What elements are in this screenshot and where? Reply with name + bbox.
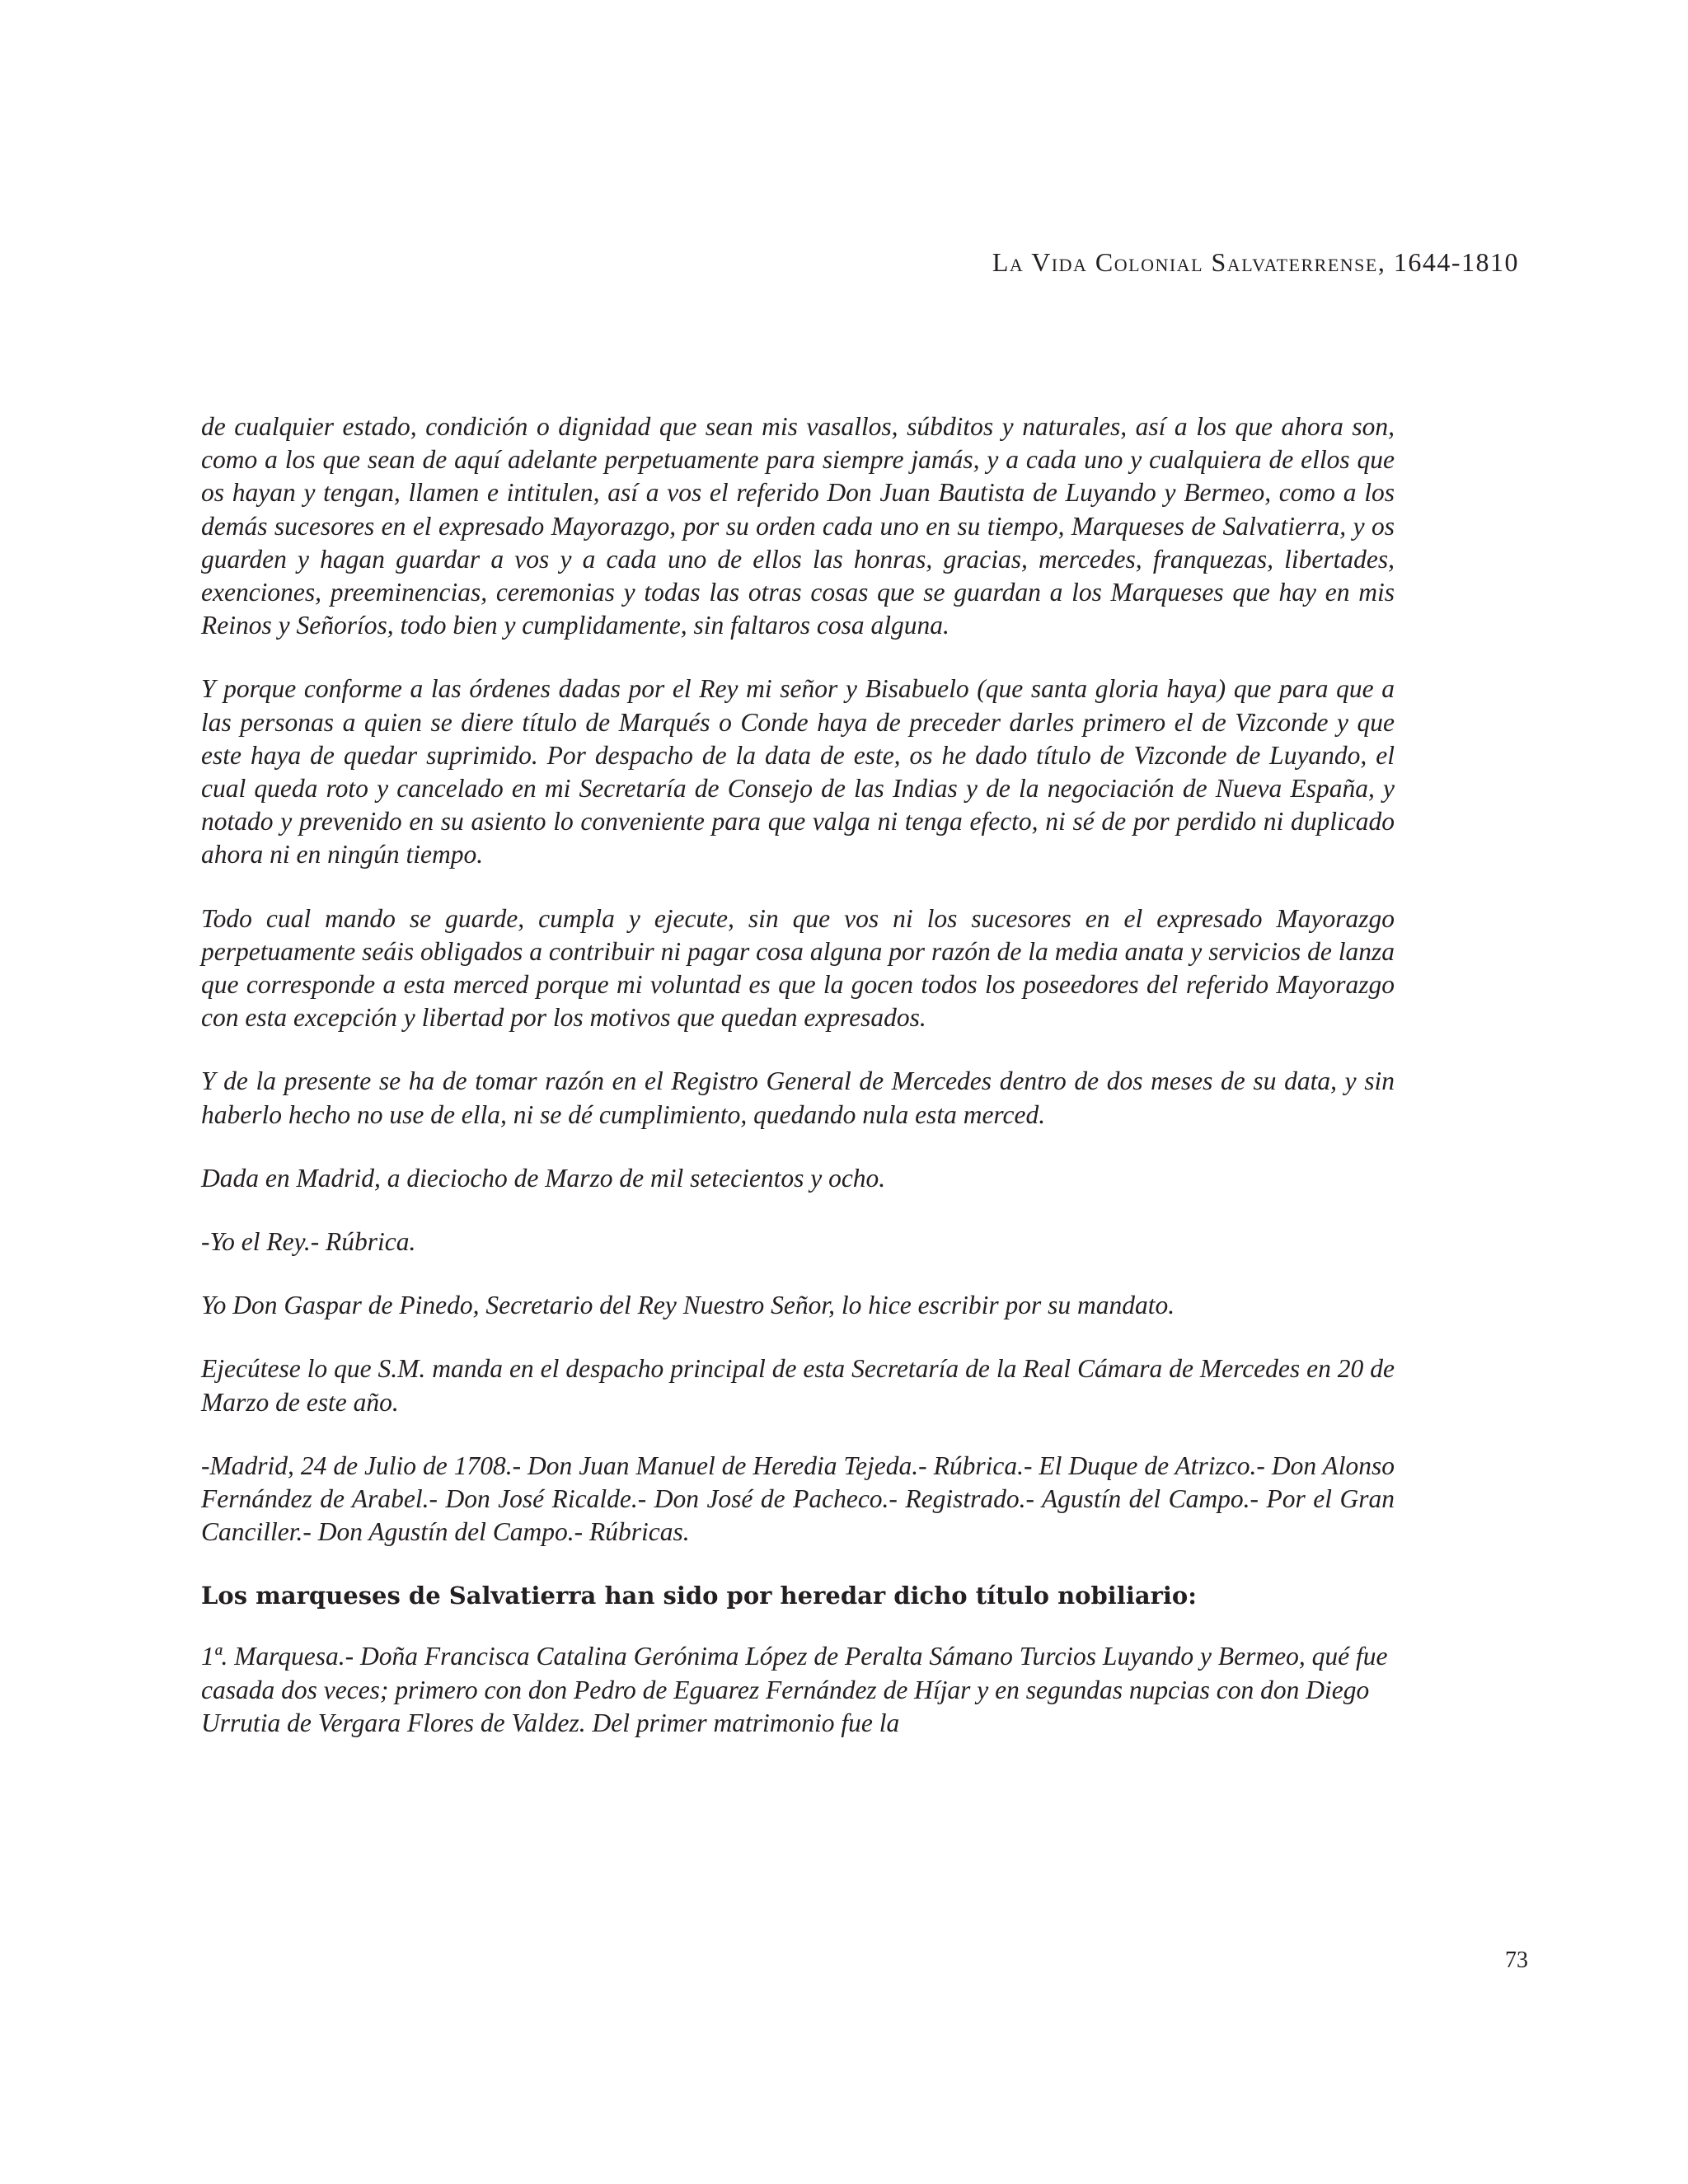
page-number: 73 [1505, 1947, 1528, 1973]
paragraph: -Yo el Rey.- Rúbrica. [201, 1227, 416, 1257]
paragraph: de cualquier estado, condición o dignidad que sean mis vasallos, súbditos y naturales, así a los que ahora son, como a los que sean de aquí adelante perpetuamente para siempre jamás, y a cada uno y cualquiera de ellos que os hayan y tengan, llamen e intitulen, así a vos el referido Don Juan Bautista de Luyando y Bermeo, como a los demás sucesores en el expresado Mayorazgo, por su orden cada uno en su tiempo, Marqueses de Salvatierra, y os guarden y hagan guardar a vos y a cada uno de ellos las honras, gracias, mercedes, franquezas, libertades, exenciones, preeminencias, ceremonias y todas las otras cosas que se guardan a los Marqueses que hay en mis Reinos y Señoríos, todo bien y cumplidamente, sin faltaros cosa alguna. [201, 412, 1395, 640]
paragraph: Todo cual mando se guarde, cumpla y ejecute, sin que vos ni los sucesores en el expresado Mayorazgo perpetuamente seáis obligados a contribuir ni pagar cosa alguna por razón de la media anata y servicios de lanza que corresponde a esta merced porque mi voluntad es que la gocen todos los poseedores del referido Mayorazgo con esta excepción y libertad por los motivos que quedan expresados. [201, 903, 1395, 1033]
paragraph: Ejecútese lo que S.M. manda en el despacho principal de esta Secretaría de la Real Cámara de Mercedes en 20 de Marzo de este año. [201, 1354, 1395, 1417]
paragraph: Dada en Madrid, a dieciocho de Marzo de mil setecientos y ocho. [201, 1163, 886, 1193]
paragraph: Yo Don Gaspar de Pinedo, Secretario del Rey Nuestro Señor, lo hice escribir por su mandato. [201, 1291, 1175, 1320]
paragraph: Y porque conforme a las órdenes dadas por el Rey mi señor y Bisabuelo (que santa gloria haya) que para que a las personas a quien se diere título de Marqués o Conde haya de preceder darles primero el de Vizconde y que este haya de quedar suprimido. Por despacho de la data de este, os he dado título de Vizconde de Luyando, el cual queda roto y cancelado en mi Secretaría de Consejo de las Indias y de la negociación de Nueva España, y notado y prevenido en su asiento lo conveniente para que valga ni tenga efecto, ni sé de por perdido ni duplicado ahora ni en ningún tiempo. [201, 674, 1395, 869]
body-text [201, 410, 1395, 1770]
closing-paragraph: 1ª. Marquesa.- Doña Francisca Catalina Gerónima López de Peralta Sámano Turcios Luyando y Bermeo, qué fue casada dos veces; primero con don Pedro de Eguarez Fernández de Híjar y en segundas nupcias con don Diego Urrutia de Vergara Flores de Valdez. Del primer matrimonio fue la [201, 1642, 1388, 1737]
section-heading: Los marqueses de Salvatierra han sido por heredar dicho título nobiliario: [201, 1582, 1197, 1610]
paragraph: Y de la presente se ha de tomar razón en el Registro General de Mercedes dentro de dos meses de su data, y sin haberlo hecho no use de ella, ni se dé cumplimiento, quedando nula esta merced. [201, 1066, 1395, 1129]
paragraph: -Madrid, 24 de Julio de 1708.- Don Juan Manuel de Heredia Tejeda.- Rúbrica.- El Duque de Atrizco.- Don Alonso Fernández de Arabel.- Don José Ricalde.- Don José de Pacheco.- Registrado.- Agustín del Campo.- Por el Gran Canciller.- Don Agustín del Campo.- Rúbricas. [201, 1451, 1395, 1547]
running-header: La Vida Colonial Salvaterrense, 1644-1810 [992, 247, 1519, 277]
